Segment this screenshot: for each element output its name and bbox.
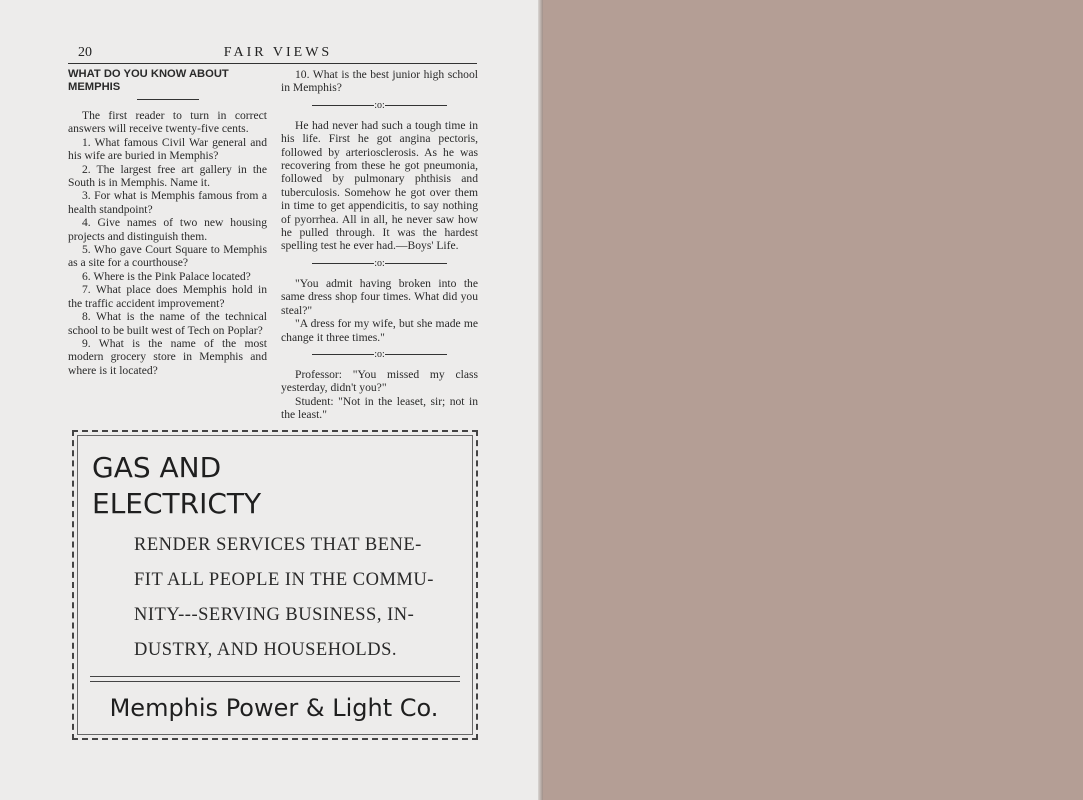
- separator-mark: :o:: [374, 257, 385, 269]
- joke-dress-answer: "A dress for my wife, but she made me change it three times.": [281, 317, 478, 344]
- separator-mark: :o:: [374, 348, 385, 360]
- right-column: [281, 68, 478, 422]
- question-1: 1. What famous Civil War general and his wife are buried in Memphis?: [68, 135, 267, 163]
- joke-class-question: Professor: "You missed my class yesterday, didn't you?": [281, 367, 478, 395]
- question-7: 7. What place does Memphis hold in the traffic accident improvement?: [68, 283, 267, 310]
- article-title-line2: MEMPHIS: [68, 81, 121, 93]
- ad-body-line: FIT ALL PEOPLE IN THE COMMU-: [134, 570, 434, 590]
- question-4: 4. Give names of two new housing projects and distinguish them.: [68, 216, 267, 243]
- question-9: 9. What is the name of the most modern grocery store in Memphis and where is it located?: [68, 336, 267, 377]
- right-page-blank: [543, 0, 1083, 800]
- ad-headline-line1: GAS AND: [92, 451, 222, 484]
- ad-headline-line2: ELECTRICTY: [92, 487, 262, 520]
- ad-divider-top: [90, 676, 460, 677]
- ad-body-line: RENDER SERVICES THAT BENE-: [134, 535, 422, 555]
- question-8: 8. What is the name of the technical school to be built west of Tech on Poplar?: [68, 310, 267, 337]
- ad-headline: [92, 450, 261, 522]
- ad-divider-bottom: [90, 681, 460, 682]
- running-title: FAIR VIEWS: [223, 45, 333, 60]
- title-rule: [137, 99, 199, 100]
- joke-dress-question: "You admit having broken into the same dress shop four times. What did you steal?": [281, 276, 478, 317]
- page-number: 20: [78, 45, 92, 60]
- ad-body-line: DUSTRY, AND HOUSEHOLDS.: [134, 640, 398, 660]
- ad-body: [134, 528, 464, 668]
- separator: [281, 349, 478, 361]
- joke-class-answer: Student: "Not in the leaset, sir; not in the least.": [281, 394, 478, 422]
- question-3: 3. For what is Memphis famous from a health standpoint?: [68, 189, 267, 216]
- joke-tough-time: He had never had such a tough time in his life. First he got angina pectoris, followed by arteriosclerosis. As he was recovering from these he got pneumonia, followed by pulmonary phthisis and tuberculosis. Somehow he got over them in time to get appendicitis, to say nothing of pyorrhea. All in all, he never saw how he pulled through. It was the hardest spelling test he ever had.—Boys' Life.: [281, 118, 478, 253]
- ad-body-line: NITY---SERVING BUSINESS, IN-: [134, 605, 415, 625]
- advertisement: [72, 430, 478, 740]
- article-intro: The first reader to turn in correct answers will receive twenty-five cents.: [68, 109, 267, 136]
- question-6: 6. Where is the Pink Palace located?: [82, 269, 251, 283]
- header-rule: [68, 63, 477, 64]
- article-title-line1: WHAT DO YOU KNOW ABOUT: [68, 68, 229, 80]
- separator-mark: :o:: [374, 99, 385, 111]
- question-5: 5. Who gave Court Square to Memphis as a site for a courthouse?: [68, 243, 267, 270]
- left-column: [68, 68, 267, 377]
- question-2: 2. The largest free art gallery in the South is in Memphis. Name it.: [68, 162, 267, 190]
- separator: [281, 258, 478, 270]
- page-header: [78, 45, 478, 63]
- separator: [281, 100, 478, 112]
- ad-company-name: Memphis Power & Light Co.: [109, 694, 439, 722]
- question-10: 10. What is the best junior high school in Memphis?: [281, 68, 478, 95]
